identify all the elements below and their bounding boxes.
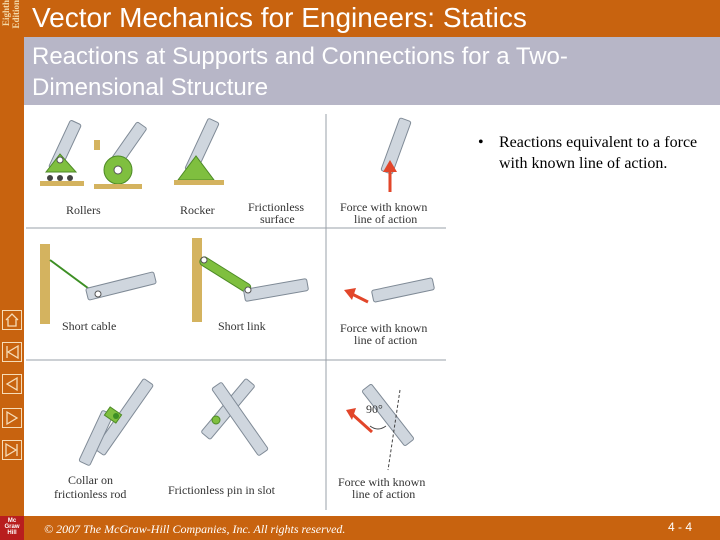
- rollers-drawing: [40, 120, 84, 186]
- supports-figure: [26, 110, 454, 516]
- bullet-point: [478, 132, 706, 174]
- label-rollers: Rollers: [66, 203, 101, 217]
- label-force-row3-2: line of action: [352, 487, 416, 501]
- force-drawing-row1: [381, 118, 411, 192]
- home-icon: [4, 312, 20, 328]
- short-cable-drawing: [40, 244, 156, 324]
- label-force-row3-1: Force with known: [338, 475, 426, 489]
- edition-label: [0, 0, 24, 40]
- label-frictionless-1: Frictionless: [248, 200, 304, 214]
- label-angle-90: 90°: [366, 402, 383, 416]
- label-force-row2-2: line of action: [354, 333, 418, 347]
- last-slide-button[interactable]: [2, 440, 22, 460]
- label-collar-1: Collar on: [68, 473, 113, 487]
- home-button[interactable]: [2, 310, 22, 330]
- pin-in-slot-drawing: [201, 378, 269, 456]
- last-slide-icon: [4, 442, 20, 458]
- copyright-text: © 2007 The McGraw-Hill Companies, Inc. All rights reserved.: [44, 522, 346, 536]
- collar-drawing: [79, 378, 154, 466]
- slide-title-bar: [24, 37, 720, 105]
- sidebar: [0, 0, 24, 540]
- edition-line-2: Edition: [11, 0, 21, 29]
- next-slide-icon: [4, 410, 20, 426]
- force-drawing-row2: [344, 278, 435, 303]
- previous-slide-button[interactable]: [2, 374, 22, 394]
- label-rocker: Rocker: [180, 203, 215, 217]
- label-frictionless-2: surface: [260, 212, 295, 226]
- bullet-marker: •: [478, 134, 484, 151]
- previous-slide-icon: [4, 376, 20, 392]
- next-slide-button[interactable]: [2, 408, 22, 428]
- course-title: Vector Mechanics for Engineers: Statics: [32, 2, 527, 33]
- label-force-row1-2: line of action: [354, 212, 418, 226]
- edition-line-1: Eighth: [1, 0, 11, 27]
- first-slide-button[interactable]: [2, 342, 22, 362]
- publisher-logo: Mc Graw Hill: [0, 516, 24, 540]
- label-force-row1-1: Force with known: [340, 200, 428, 214]
- short-link-drawing: [192, 238, 309, 322]
- label-pin-in-slot: Frictionless pin in slot: [168, 483, 276, 497]
- rocker-drawing: [94, 122, 147, 189]
- bullet-text: Reactions equivalent to a force with known line of action.: [499, 134, 698, 172]
- slide-title: Reactions at Supports and Connections for a Two-Dimensional Structure: [32, 43, 568, 101]
- force-drawing-row3: [346, 384, 414, 470]
- first-slide-icon: [4, 344, 20, 360]
- label-short-link: Short link: [218, 319, 266, 333]
- page-number: 4 - 4: [667, 520, 692, 534]
- label-force-row2-1: Force with known: [340, 321, 428, 335]
- slide-footer: [24, 516, 720, 540]
- label-collar-2: frictionless rod: [54, 487, 127, 501]
- frictionless-surface-drawing: [174, 118, 224, 185]
- label-short-cable: Short cable: [62, 319, 117, 333]
- slide-header: [24, 0, 720, 37]
